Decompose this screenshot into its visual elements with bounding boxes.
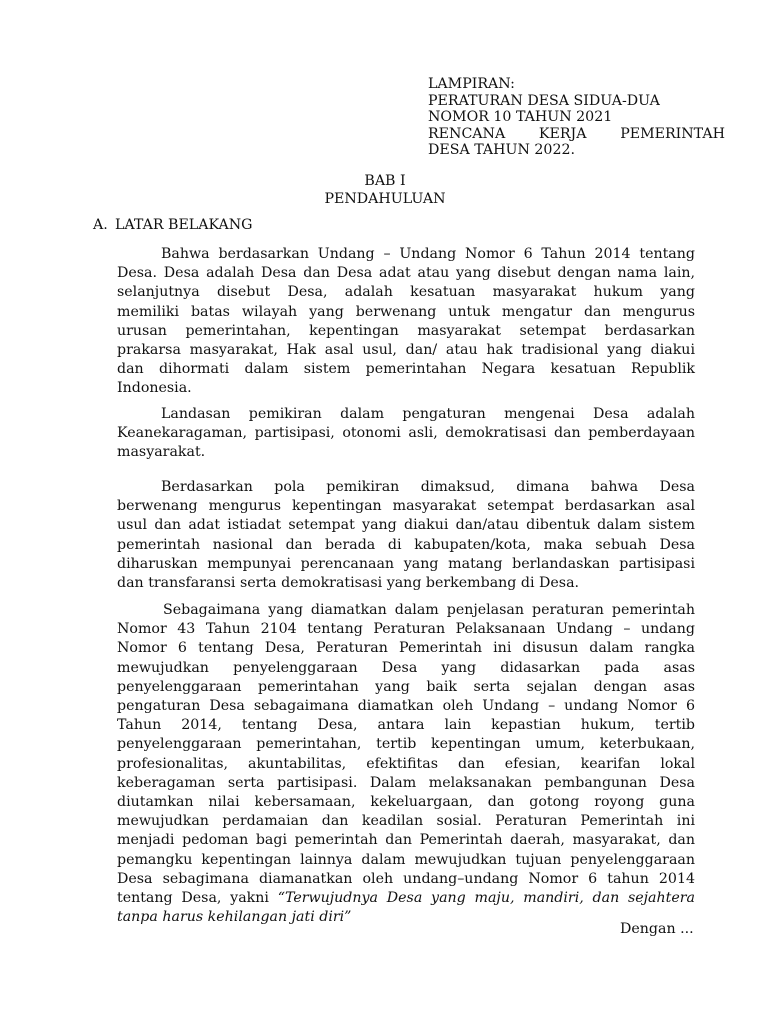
paragraph-line: penyelenggaraan pemerintahan yang baik serta sejalan dengan asas — [117, 678, 695, 695]
paragraph-line: mewujudkan penyelenggaraan Desa yang didasarkan pada asas — [117, 659, 695, 676]
paragraph-line: pemerintah nasional dan berada di kabupaten/kota, maka sebuah Desa — [117, 536, 695, 553]
attachment-header — [428, 76, 725, 159]
paragraph-line: penyelenggaraan pemerintahan, tertib kepentingan umum, keterbukaan, — [117, 736, 695, 753]
paragraph-line: pengaturan Desa sebagaimana diamatkan oleh Undang – undang Nomor 6 — [117, 698, 695, 715]
paragraph-1 — [117, 245, 695, 399]
paragraph-line: memiliki batas wilayah yang berwenang untuk mengatur dan mengurus — [117, 303, 695, 320]
paragraph-2 — [117, 405, 695, 463]
vision-quote-end: tanpa harus kehilangan jati diri” — [117, 909, 352, 926]
paragraph-line: dan transfaransi serta demokratisasi yang berkembang di Desa. — [117, 575, 580, 592]
attachment-line: NOMOR 10 TAHUN 2021 — [428, 109, 613, 126]
paragraph-3 — [117, 478, 695, 593]
paragraph-line: Tahun 2014, tentang Desa, antara lain kepastian hukum, tertib — [117, 717, 695, 734]
paragraph-line: mewujudkan perdamaian dan keadilan sosial. Peraturan Pemerintah ini — [117, 813, 695, 830]
attachment-line: RENCANA KERJA PEMERINTAH — [428, 125, 725, 142]
paragraph-line: masyarakat. — [117, 444, 206, 461]
paragraph-line: Nomor 6 tentang Desa, Peraturan Pemerintah ini disusun dalam rangka — [117, 640, 695, 657]
attachment-line: DESA TAHUN 2022. — [428, 142, 576, 159]
paragraph-line — [117, 889, 695, 908]
paragraph-line: diutamkan nilai kebersamaan, kekeluargaan, dan gotong royong guna — [117, 794, 695, 811]
vision-quote: “Terwujudnya Desa yang maju, mandiri, dan sejahtera — [277, 890, 695, 907]
page-continuation: Dengan ... — [620, 921, 694, 937]
chapter-title: PENDAHULUAN — [324, 191, 446, 207]
paragraph-line: menjadi pedoman bagi pemerintah dan Pemerintah daerah, masyarakat, dan — [117, 832, 695, 849]
paragraph-line: profesionalitas, akuntabilitas, efektifitas dan efesian, kearifan lokal — [117, 755, 695, 772]
section-heading — [93, 217, 252, 233]
paragraph-line: Keanekaragaman, partisipasi, otonomi asli, demokratisasi dan pemberdayaan — [117, 425, 695, 442]
paragraph-line: usul dan adat istiadat setempat yang diakui dan/atau dibentuk dalam sistem — [117, 517, 695, 534]
paragraph-4 — [117, 601, 695, 927]
attachment-line: LAMPIRAN: — [428, 76, 515, 92]
paragraph-line: diharuskan mempunyai perencanaan yang matang berlandaskan partisipasi — [117, 555, 695, 572]
section-title: LATAR BELAKANG — [115, 217, 253, 233]
paragraph-line: Desa. Desa adalah Desa dan Desa adat atau yang disebut dengan nama lain, — [117, 265, 695, 282]
chapter-number: BAB I — [364, 173, 406, 189]
quote-prefix: tentang Desa, yakni — [117, 890, 278, 907]
paragraph-line: prakarsa masyarakat, Hak asal usul, dan/ atau hak tradisional yang diakui — [117, 342, 695, 359]
paragraph-line: keberagaman serta partisipasi. Dalam melaksanakan pembangunan Desa — [117, 774, 695, 791]
paragraph-line: Sebagaimana yang diamatkan dalam penjelasan peraturan pemerintah — [163, 602, 695, 618]
paragraph-line: Nomor 43 Tahun 2104 tentang Peraturan Pelaksanaan Undang – undang — [117, 621, 695, 638]
paragraph-line: Bahwa berdasarkan Undang – Undang Nomor 6 Tahun 2014 tentang — [161, 246, 695, 262]
paragraph-line: Desa sebagimana diamanatkan oleh undang–undang Nomor 6 tahun 2014 — [117, 870, 695, 887]
attachment-line: PERATURAN DESA SIDUA-DUA — [428, 92, 660, 109]
section-letter: A. — [93, 217, 108, 233]
paragraph-line: selanjutnya disebut Desa, adalah kesatuan masyarakat hukum yang — [117, 284, 695, 301]
paragraph-line: Indonesia. — [117, 380, 192, 397]
paragraph-line: berwenang mengurus kepentingan masyarakat setempat berdasarkan asal — [117, 498, 695, 515]
paragraph-line: Berdasarkan pola pemikiran dimaksud, dimana bahwa Desa — [161, 479, 695, 495]
paragraph-line: Landasan pemikiran dalam pengaturan mengenai Desa adalah — [161, 406, 695, 422]
paragraph-line: dan dihormati dalam sistem pemerintahan Negara kesatuan Republik — [117, 361, 695, 378]
paragraph-line: urusan pemerintahan, kepentingan masyarakat setempat berdasarkan — [117, 322, 695, 339]
paragraph-line: pemangku kepentingan lainnya dalam mewujudkan tujuan penyelenggaraan — [117, 851, 695, 868]
